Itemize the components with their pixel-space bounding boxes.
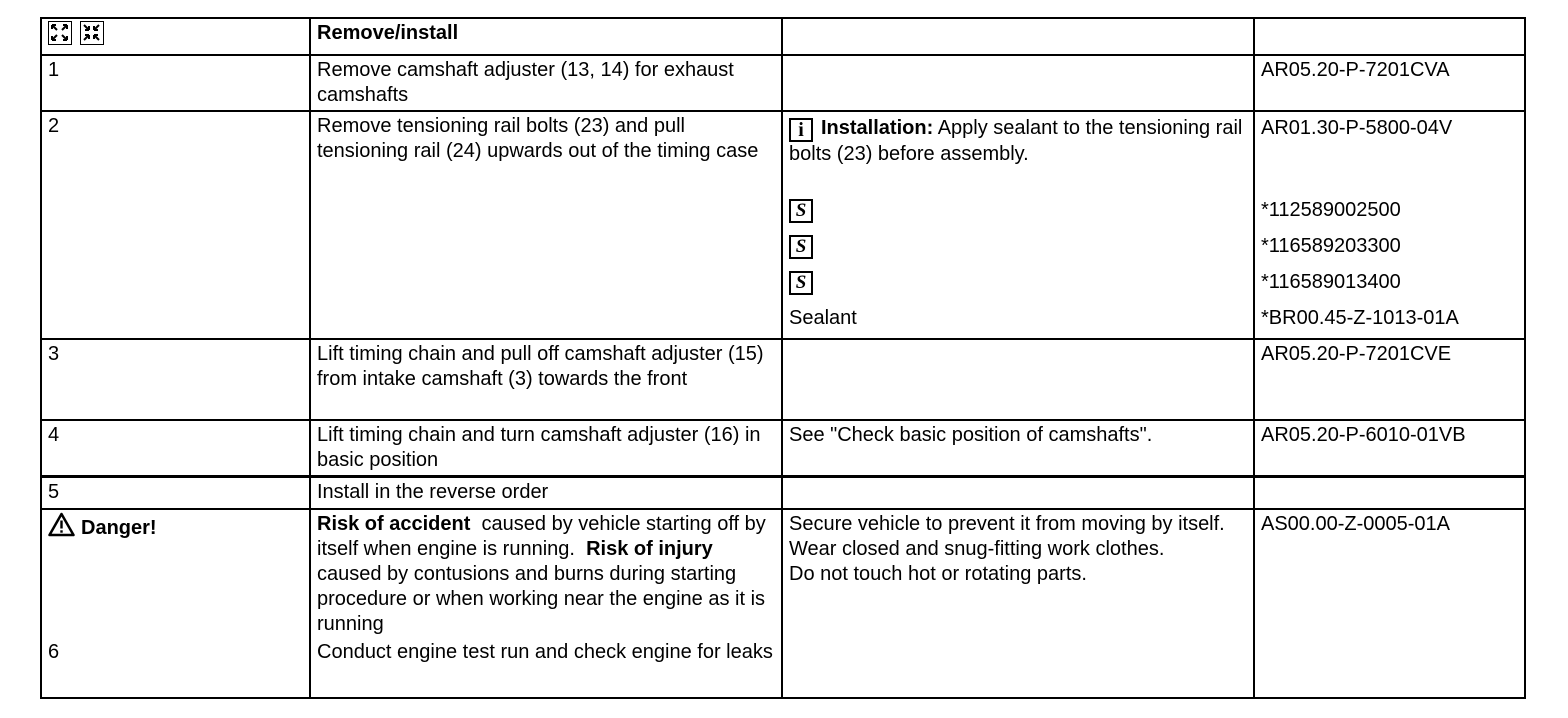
doc-reference-link[interactable]: AR05.20-P-6010-01VB xyxy=(1254,420,1525,477)
header-icons-cell xyxy=(41,18,310,55)
special-tool-icon[interactable]: S xyxy=(789,235,813,259)
table-row xyxy=(41,477,1525,509)
step-note xyxy=(782,339,1254,420)
doc-reference-link[interactable]: AS00.00-Z-0005-01A xyxy=(1254,509,1525,698)
step-action: Remove camshaft adjuster (13, 14) for exhaust camshafts xyxy=(310,55,782,111)
table-row xyxy=(41,420,1525,477)
step-number: 6 xyxy=(48,640,60,663)
step-note xyxy=(782,111,1254,339)
sealant-label: Sealant xyxy=(789,307,857,329)
expand-icon[interactable] xyxy=(48,21,72,45)
doc-reference-link[interactable]: AR05.20-P-7201CVE xyxy=(1254,339,1525,420)
doc-reference-cell xyxy=(1254,477,1525,509)
danger-description xyxy=(317,512,775,640)
note-label: Installation: xyxy=(821,117,934,139)
procedure-table xyxy=(40,17,1526,699)
step-action: Install in the reverse order xyxy=(310,477,782,509)
safety-measures-cell xyxy=(782,509,1254,698)
tool-number-link[interactable]: *116589203300 xyxy=(1261,235,1401,257)
tool-item xyxy=(789,264,1247,300)
risk-text: caused by vehicle starting off by itself when engine is running. xyxy=(317,512,766,560)
doc-reference-link[interactable]: AR05.20-P-7201CVA xyxy=(1254,55,1525,111)
note-text: Apply sealant to the tensioning rail bolts (23) before assembly. xyxy=(789,117,1243,165)
danger-label-wrap xyxy=(48,512,303,640)
step-note xyxy=(782,55,1254,111)
header-title: Remove/install xyxy=(310,18,782,55)
tool-number-link[interactable]: *112589002500 xyxy=(1261,199,1401,221)
header-empty-cell xyxy=(782,18,1254,55)
step-action: Lift timing chain and pull off camshaft adjuster (15) from intake camshaft (3) towards the front xyxy=(310,339,782,420)
doc-reference-link[interactable]: AR01.30-P-5800-04V xyxy=(1261,117,1453,139)
tool-number-link[interactable]: *116589013400 xyxy=(1261,271,1401,293)
special-tool-icon[interactable]: S xyxy=(789,199,813,223)
risk-text: caused by contusions and burns during starting procedure or when working near the engine as it is running xyxy=(317,562,766,635)
collapse-icon[interactable] xyxy=(80,21,104,45)
step-note xyxy=(782,477,1254,509)
header-empty-cell xyxy=(1254,18,1525,55)
safety-measure: Do not touch hot or rotating parts. xyxy=(789,562,1087,585)
step-note-link[interactable]: See "Check basic position of camshafts". xyxy=(782,420,1254,477)
step-number: 2 xyxy=(41,111,310,339)
danger-label: Danger! xyxy=(81,516,157,539)
tool-item xyxy=(789,228,1247,264)
step-action: Lift timing chain and turn camshaft adjuster (16) in basic position xyxy=(310,420,782,477)
sealant-reference-link[interactable]: *BR00.45-Z-1013-01A xyxy=(1261,307,1459,329)
doc-reference-cell xyxy=(1254,111,1525,339)
risk-title: Risk of injury xyxy=(586,537,713,560)
installation-note xyxy=(789,116,1247,192)
table-row xyxy=(41,339,1525,420)
special-tool-icon[interactable]: S xyxy=(789,271,813,295)
info-icon: i xyxy=(789,118,813,142)
tool-item xyxy=(789,192,1247,228)
table-row xyxy=(41,111,1525,339)
safety-measure: Secure vehicle to prevent it from moving by itself. xyxy=(789,512,1225,535)
step-action: Conduct engine test run and check engine for leaks xyxy=(317,640,773,663)
safety-measure: Wear closed and snug-fitting work clothes. xyxy=(789,537,1165,560)
step-number: 1 xyxy=(41,55,310,111)
table-header-row xyxy=(41,18,1525,55)
step-number: 4 xyxy=(41,420,310,477)
danger-row xyxy=(41,509,1525,698)
step-action: Remove tensioning rail bolts (23) and pull tensioning rail (24) upwards out of the timing case xyxy=(310,111,782,339)
step-number: 3 xyxy=(41,339,310,420)
warning-icon xyxy=(48,512,75,544)
danger-step-cell xyxy=(41,509,310,698)
table-row xyxy=(41,55,1525,111)
risk-title: Risk of accident xyxy=(317,512,471,535)
danger-text-cell xyxy=(310,509,782,698)
step-number: 5 xyxy=(41,477,310,509)
